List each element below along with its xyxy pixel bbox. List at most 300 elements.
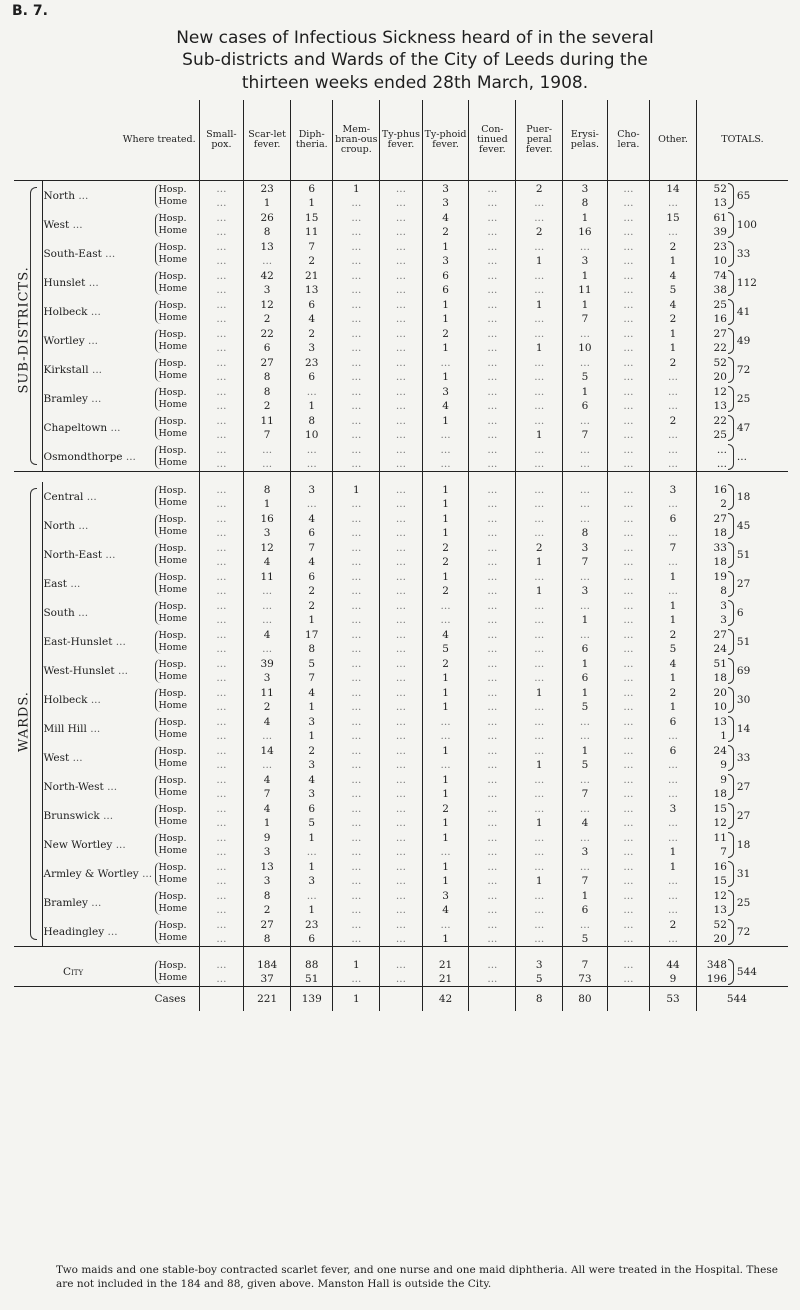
hosp-value: ... — [623, 327, 634, 340]
data-cell — [607, 268, 649, 297]
total-home: 39 — [713, 225, 727, 238]
hosp-value: 1 — [442, 860, 449, 873]
total-sum: 27 — [736, 780, 751, 793]
treated-tag: Hosp. Home — [155, 917, 200, 947]
home-value: ... — [487, 254, 498, 267]
home-value: 6 — [581, 671, 589, 684]
hosp-value: 1 — [669, 570, 677, 583]
hosp-value: ... — [579, 240, 590, 253]
home-value: 7 — [581, 428, 589, 441]
data-cell — [333, 326, 380, 355]
hosp-value: 1 — [442, 686, 449, 699]
home-value: 3 — [308, 874, 316, 887]
data-cell — [380, 210, 422, 239]
home-value: 1 — [442, 370, 449, 383]
data-cell — [563, 685, 608, 714]
hosp-value: 22 — [260, 327, 274, 340]
home-value: ... — [623, 370, 634, 383]
cases-cell: 42 — [422, 987, 469, 1012]
hosp-value: ... — [306, 443, 317, 456]
data-cell — [469, 181, 516, 211]
hosp-value: 11 — [260, 570, 274, 583]
home-value: 4 — [263, 555, 271, 568]
home-value: ... — [623, 555, 634, 568]
home-value: ... — [487, 526, 498, 539]
total-home: 1 — [720, 729, 727, 742]
data-cell — [469, 801, 516, 830]
home-value: ... — [623, 283, 634, 296]
data-cell — [650, 772, 697, 801]
hosp-value: ... — [351, 240, 362, 253]
hosp-value: ... — [351, 599, 362, 612]
total-hosp: 13 — [713, 715, 727, 728]
data-cell — [422, 297, 469, 326]
data-cell — [199, 743, 244, 772]
home-value: ... — [623, 196, 634, 209]
area-name: Mill Hill ... — [43, 722, 101, 735]
data-cell — [650, 656, 697, 685]
home-value: ... — [216, 283, 227, 296]
data-cell — [291, 239, 333, 268]
hosp-value: ... — [579, 599, 590, 612]
data-cell — [199, 297, 244, 326]
home-value: 1 — [669, 613, 677, 626]
home-value: ... — [216, 399, 227, 412]
hosp-value: ... — [534, 715, 545, 728]
home-value: ... — [534, 497, 545, 510]
hosp-value: ... — [534, 483, 545, 496]
hosp-value: 1 — [442, 831, 449, 844]
total-brace — [728, 357, 734, 383]
data-cell — [563, 268, 608, 297]
hosp-value: 23 — [305, 918, 319, 931]
data-cell — [422, 482, 469, 511]
total-hosp: 12 — [713, 889, 727, 902]
hosp-value: ... — [487, 512, 498, 525]
home-value: ... — [668, 225, 679, 238]
totals-cell — [696, 442, 788, 472]
total-sum: 6 — [736, 606, 744, 619]
hosp-value: 3 — [669, 802, 677, 815]
area-name: Armley & Wortley ... — [43, 867, 153, 880]
hosp-value: ... — [351, 773, 362, 786]
header-erysipelas: Erysi-pelas. — [563, 100, 608, 181]
data-cell — [650, 801, 697, 830]
leader-dots: ... — [107, 925, 118, 938]
data-cell — [244, 268, 291, 297]
home-value: 4 — [442, 903, 449, 916]
data-cell — [380, 511, 422, 540]
hosp-value: ... — [487, 657, 498, 670]
data-cell — [607, 598, 649, 627]
hosp-value: ... — [534, 918, 545, 931]
data-cell — [607, 917, 649, 947]
hosp-value: ... — [534, 628, 545, 641]
total-home: 18 — [713, 787, 727, 800]
leader-dots: ... — [87, 334, 98, 347]
total-sum: 18 — [736, 490, 751, 503]
home-value: ... — [262, 729, 273, 742]
data-cell — [244, 801, 291, 830]
data-cell — [199, 210, 244, 239]
table-row — [14, 859, 788, 888]
data-cell — [422, 442, 469, 472]
data-cell — [469, 268, 516, 297]
data-cell — [199, 917, 244, 947]
home-value: ... — [668, 816, 679, 829]
hosp-value: ... — [623, 686, 634, 699]
hosp-value: ... — [395, 541, 406, 554]
home-value: ... — [487, 225, 498, 238]
home-value: 11 — [305, 225, 319, 238]
home-value: ... — [351, 283, 362, 296]
hosp-value: ... — [623, 570, 634, 583]
hosp-value: 1 — [581, 269, 589, 282]
data-cell — [563, 859, 608, 888]
data-cell — [607, 801, 649, 830]
total-hosp: 348 — [706, 958, 727, 971]
data-cell — [333, 801, 380, 830]
total-home: 13 — [713, 903, 727, 916]
total-home: 10 — [713, 254, 727, 267]
leader-dots: ... — [92, 363, 103, 376]
data-cell — [199, 511, 244, 540]
hosp-value: ... — [351, 628, 362, 641]
total-home: 22 — [713, 341, 727, 354]
home-value: 7 — [581, 787, 589, 800]
data-cell — [607, 540, 649, 569]
hosp-value: 4 — [263, 715, 271, 728]
data-cell — [422, 384, 469, 413]
home-value: 5 — [442, 642, 449, 655]
data-cell — [199, 888, 244, 917]
hosp-value: 4 — [669, 269, 677, 282]
data-cell — [607, 743, 649, 772]
leader-dots: ... — [110, 421, 121, 434]
home-value: 10 — [578, 341, 592, 354]
hosp-value: 15 — [666, 211, 680, 224]
total-brace — [728, 861, 734, 887]
data-cell — [516, 598, 563, 627]
hosp-value: ... — [351, 356, 362, 369]
hosp-value: ... — [668, 443, 679, 456]
home-value: 4 — [308, 312, 316, 325]
data-cell — [563, 181, 608, 211]
data-cell — [333, 917, 380, 947]
home-value: ... — [262, 584, 273, 597]
home-value: 2 — [263, 903, 271, 916]
hosp-value: 4 — [263, 773, 271, 786]
total-home: 13 — [713, 399, 727, 412]
data-cell — [333, 830, 380, 859]
hosp-value: 1 — [669, 860, 677, 873]
hosp-value: ... — [534, 802, 545, 815]
home-value: 10 — [305, 428, 319, 441]
hosp-value: ... — [351, 443, 362, 456]
data-cell — [469, 413, 516, 442]
home-value: 4 — [581, 816, 589, 829]
data-cell — [244, 181, 291, 211]
data-cell — [291, 598, 333, 627]
area-name: North ... — [43, 189, 89, 202]
hosp-value: ... — [487, 385, 498, 398]
home-value: 1 — [535, 341, 543, 354]
hosp-value: ... — [623, 356, 634, 369]
home-value: 1 — [669, 254, 677, 267]
home-value: ... — [440, 457, 451, 470]
home-value: 7 — [263, 428, 271, 441]
home-value: ... — [668, 584, 679, 597]
hosp-value: ... — [487, 918, 498, 931]
data-cell — [469, 511, 516, 540]
home-value: ... — [306, 497, 317, 510]
home-value: ... — [351, 312, 362, 325]
home-value: ... — [487, 341, 498, 354]
hosp-value: 21 — [305, 269, 319, 282]
total-sum: 18 — [736, 838, 751, 851]
table-row — [14, 569, 788, 598]
home-value: 3 — [263, 874, 271, 887]
leader-dots: ... — [72, 751, 83, 764]
home-value: ... — [487, 816, 498, 829]
hosp-value: 7 — [669, 541, 677, 554]
hosp-value: 4 — [263, 628, 271, 641]
data-cell — [607, 413, 649, 442]
data-cell — [380, 268, 422, 297]
data-cell — [422, 511, 469, 540]
data-cell — [199, 442, 244, 472]
total-hosp: 74 — [713, 269, 727, 282]
total-hosp: 52 — [713, 182, 727, 195]
total-home: 16 — [713, 312, 727, 325]
area-name: Central ... — [43, 490, 97, 503]
table-row — [14, 888, 788, 917]
data-cell — [563, 801, 608, 830]
data-cell — [422, 627, 469, 656]
hosp-value: 2 — [669, 240, 677, 253]
home-value: ... — [395, 642, 406, 655]
hosp-value: 1 — [581, 385, 589, 398]
data-cell — [244, 297, 291, 326]
total-sum: 112 — [736, 276, 757, 289]
total-brace — [728, 299, 734, 325]
hosp-value: 184 — [257, 958, 278, 971]
data-cell — [516, 656, 563, 685]
home-value: ... — [668, 457, 679, 470]
data-cell — [650, 743, 697, 772]
data-cell — [333, 384, 380, 413]
total-hosp: 23 — [713, 240, 727, 253]
home-value: 3 — [263, 671, 271, 684]
data-cell — [199, 326, 244, 355]
home-value: ... — [216, 787, 227, 800]
data-cell — [422, 413, 469, 442]
home-value: ... — [216, 932, 227, 945]
total-sum: 47 — [736, 421, 751, 434]
hosp-value: ... — [534, 414, 545, 427]
home-value: ... — [534, 642, 545, 655]
home-value: ... — [623, 758, 634, 771]
total-home: 20 — [713, 370, 727, 383]
hosp-value: ... — [395, 298, 406, 311]
home-value: ... — [395, 816, 406, 829]
hosp-value: ... — [623, 512, 634, 525]
data-cell — [516, 442, 563, 472]
home-value: 1 — [581, 613, 589, 626]
hosp-value: 11 — [260, 414, 274, 427]
cases-row — [14, 987, 788, 1012]
leader-dots: ... — [90, 305, 101, 318]
hosp-value: ... — [306, 385, 317, 398]
treated-tag: Hosp. Home — [155, 482, 200, 511]
table-row — [14, 917, 788, 947]
total-brace — [728, 386, 734, 412]
home-value: ... — [534, 671, 545, 684]
home-value: ... — [487, 758, 498, 771]
treated-tag: Hosp. Home — [155, 656, 200, 685]
hosp-value: ... — [487, 628, 498, 641]
home-value: ... — [487, 497, 498, 510]
hosp-value: ... — [395, 483, 406, 496]
hosp-value: ... — [351, 327, 362, 340]
data-cell — [516, 569, 563, 598]
data-cell — [650, 598, 697, 627]
home-value: 8 — [263, 370, 271, 383]
treated-tag: Hosp. Home — [155, 442, 200, 472]
data-cell — [563, 569, 608, 598]
hosp-value: 8 — [263, 385, 271, 398]
data-cell — [199, 830, 244, 859]
totals-cell — [696, 540, 788, 569]
treated-tag: Hosp. Home — [155, 210, 200, 239]
data-cell — [607, 239, 649, 268]
home-value: ... — [668, 526, 679, 539]
totals-cell — [696, 888, 788, 917]
leader-dots: ... — [88, 276, 99, 289]
data-cell — [469, 569, 516, 598]
home-value: 1 — [669, 341, 677, 354]
home-value: 7 — [308, 671, 316, 684]
hosp-value: ... — [487, 889, 498, 902]
hosp-value: 2 — [535, 182, 543, 195]
data-cell — [469, 830, 516, 859]
group-label: WARDS. — [16, 691, 32, 752]
hosp-value: ... — [579, 831, 590, 844]
data-cell — [291, 743, 333, 772]
area-name: West-Hunslet ... — [43, 664, 129, 677]
data-cell — [563, 297, 608, 326]
home-value: ... — [306, 845, 317, 858]
home-value: 1 — [263, 196, 271, 209]
hosp-value: ... — [216, 599, 227, 612]
data-cell — [291, 413, 333, 442]
totals-cell — [696, 355, 788, 384]
home-value: ... — [395, 787, 406, 800]
home-value: ... — [306, 457, 317, 470]
table-row — [14, 268, 788, 297]
hosp-value: ... — [440, 715, 451, 728]
corner-cell — [14, 100, 43, 181]
hosp-value: 1 — [308, 860, 316, 873]
data-cell — [199, 268, 244, 297]
data-cell — [469, 482, 516, 511]
home-value: 5 — [535, 972, 543, 985]
hosp-value: 2 — [308, 744, 316, 757]
home-value: ... — [351, 254, 362, 267]
treated-tag: Hosp. Home — [155, 743, 200, 772]
data-cell — [516, 210, 563, 239]
home-value: ... — [623, 312, 634, 325]
home-value: ... — [262, 254, 273, 267]
home-value: ... — [216, 254, 227, 267]
hosp-value: 3 — [442, 385, 449, 398]
home-value: ... — [395, 428, 406, 441]
data-cell — [291, 210, 333, 239]
home-value: ... — [216, 700, 227, 713]
data-cell — [291, 772, 333, 801]
hosp-value: 27 — [260, 918, 274, 931]
cases-total: 544 — [696, 987, 788, 1012]
hosp-value: ... — [351, 802, 362, 815]
hosp-value: ... — [216, 773, 227, 786]
home-value: 1 — [669, 671, 677, 684]
total-brace — [728, 600, 734, 626]
hosp-value: 12 — [260, 298, 274, 311]
data-cell — [291, 627, 333, 656]
home-value: ... — [395, 555, 406, 568]
home-value: ... — [534, 526, 545, 539]
total-sum: 27 — [736, 809, 751, 822]
home-value: ... — [534, 729, 545, 742]
data-cell — [422, 801, 469, 830]
data-cell — [607, 297, 649, 326]
total-sum: 51 — [736, 548, 751, 561]
total-brace — [728, 687, 734, 713]
data-cell — [422, 326, 469, 355]
data-cell — [563, 743, 608, 772]
home-value: ... — [534, 903, 545, 916]
hosp-value: ... — [534, 269, 545, 282]
hosp-value: 1 — [581, 211, 589, 224]
data-cell — [199, 714, 244, 743]
home-value: ... — [440, 845, 451, 858]
home-value: ... — [351, 903, 362, 916]
city-label: City — [62, 965, 84, 978]
home-value: ... — [579, 457, 590, 470]
data-cell — [516, 714, 563, 743]
data-cell — [563, 239, 608, 268]
hosp-value: 3 — [581, 541, 589, 554]
data-cell — [563, 888, 608, 917]
data-cell — [244, 413, 291, 442]
hosp-value: ... — [351, 657, 362, 670]
hosp-value: ... — [579, 860, 590, 873]
area-name: East ... — [43, 577, 81, 590]
data-cell — [563, 830, 608, 859]
home-value: 1 — [263, 816, 271, 829]
data-cell — [563, 442, 608, 472]
group-separator — [14, 947, 788, 958]
total-sum: 100 — [736, 218, 757, 231]
hosp-value: 14 — [260, 744, 274, 757]
hosp-value: 2 — [535, 541, 543, 554]
total-brace — [728, 745, 734, 771]
data-cell — [650, 830, 697, 859]
hosp-value: ... — [351, 570, 362, 583]
data-cell — [199, 413, 244, 442]
data-cell — [291, 297, 333, 326]
home-value: ... — [487, 283, 498, 296]
